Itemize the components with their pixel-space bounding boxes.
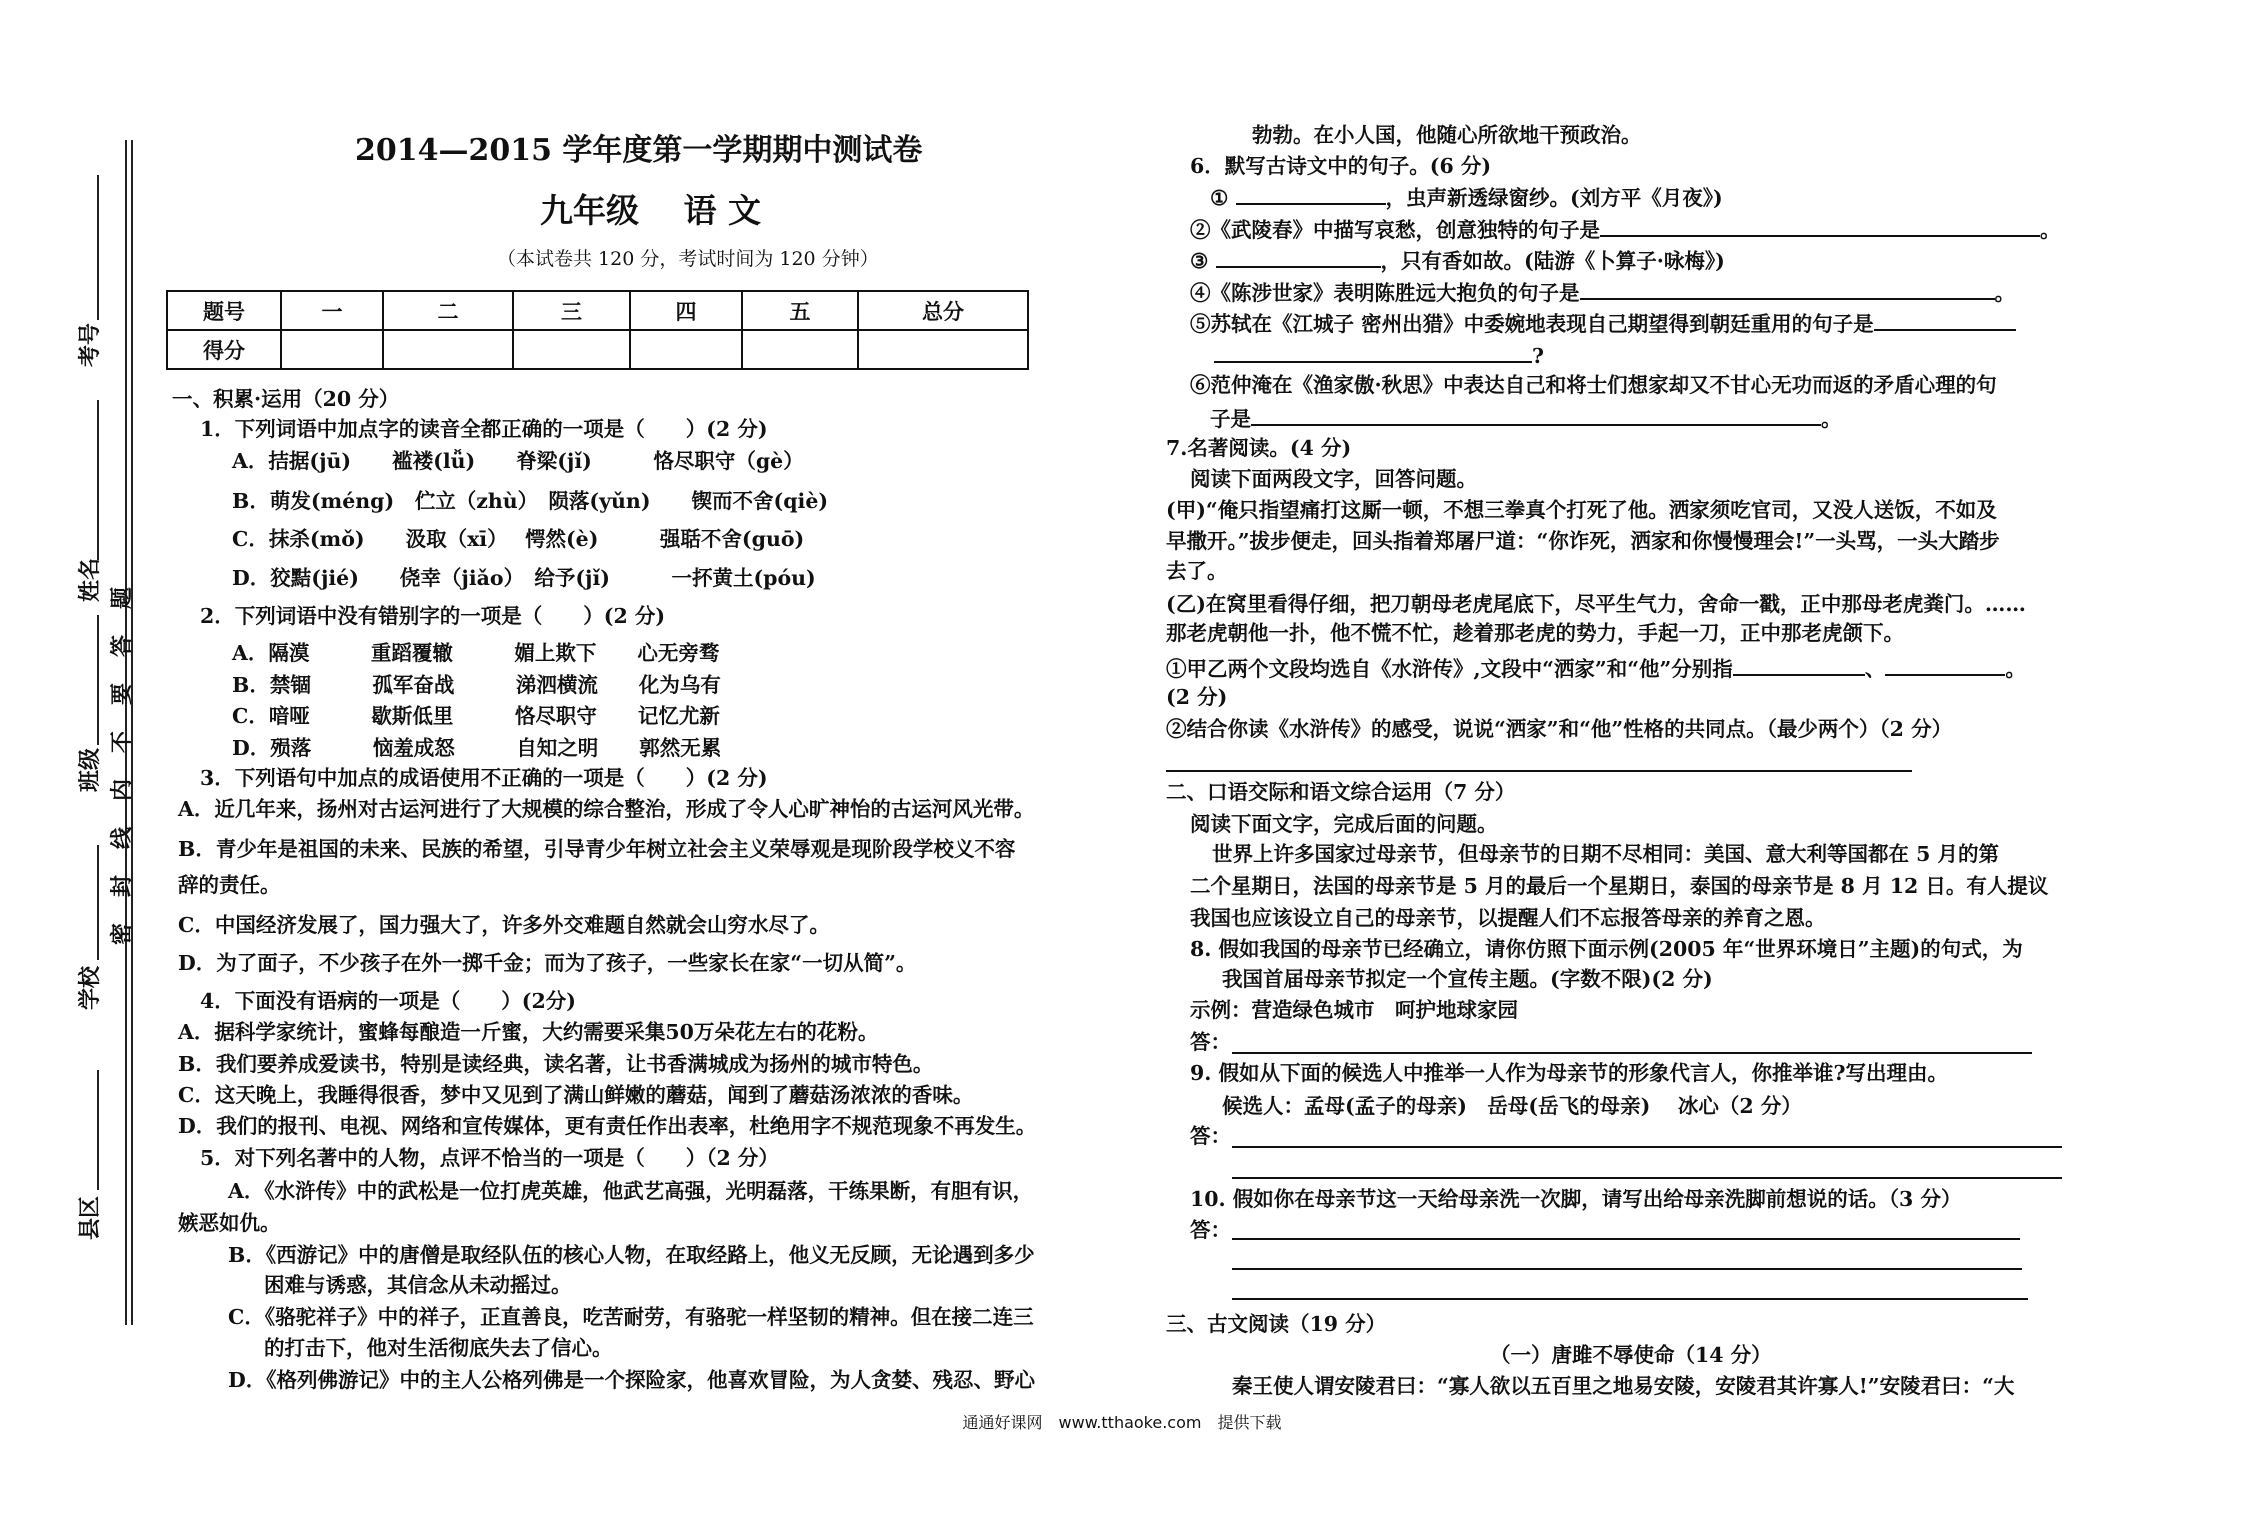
q4-option-d: D．我们的报刊、电视、网络和宣传媒体，更有责任作出表率，杜绝用字不规范现象不再发生。 [178,1114,1037,1138]
section-2-heading: 二、口语交际和语文综合运用（7 分） [1166,780,1516,804]
q5-option-b-cont: 困难与诱惑，其信念从未动摇过。 [264,1273,572,1297]
q7-sub-2: ②结合你读《水浒传》的感受，说说“洒家”和“他”性格的共同点。（最少两个）（2 分） [1166,717,1953,741]
answer-blank[interactable] [1251,404,1821,426]
score-header-row [167,291,1028,330]
q2-option-a: A．隔漠 重蹈覆辙 媚上欺下 心无旁骛 [232,641,720,665]
q10-answer-label: 答： [1190,1218,1231,1242]
answer-blank[interactable] [1214,341,1532,363]
score-row [167,330,1028,369]
q6-item-6-cont: 子是 。 [1210,404,1842,432]
answer-blank[interactable] [1874,309,2016,331]
section-1-heading: 一、积累·运用（20 分） [172,387,400,411]
score-header: 二 [383,291,513,330]
q5-option-a-cont: 嫉恶如仇。 [178,1211,281,1235]
answer-line[interactable] [1232,1052,2032,1054]
question-3: 3．下列语句中加点的成语使用不正确的一项是（ ）(2 分) [200,766,768,790]
q8-example: 示例：营造绿色城市 呵护地球家园 [1190,998,1518,1022]
question-5: 5．对下列名著中的人物，点评不恰当的一项是（ ）（2 分） [200,1146,779,1170]
passage-line: 我国也应该设立自己的母亲节，以提醒人们不忘报答母亲的养育之恩。 [1190,906,1826,930]
xuexiao-blank [97,845,99,960]
question-9: 9. 假如从下面的候选人中推举一人作为母亲节的形象代言人，你推举谁?写出理由。 [1190,1061,1949,1085]
q7-intro: 阅读下面两段文字，回答问题。 [1190,467,1477,491]
q7-passage-yi: (乙)在窝里看得仔细，把刀朝母老虎尾底下，尽平生气力，舍命一戳，正中那母老虎粪门。…… [1166,592,2026,616]
q5-option-a: A．《水浒传》中的武松是一位打虎英雄，他武艺高强，光明磊落，干练果断，有胆有识， [228,1179,1034,1203]
question-1: 1．下列词语中加点字的读音全都正确的一项是（ ）(2 分) [200,417,768,441]
q7-sub-1: ①甲乙两个文段均选自《水浒传》,文段中“洒家”和“他”分别指 、 。 [1166,654,2026,682]
score-header: 五 [742,291,858,330]
answer-blank[interactable] [1733,654,1865,676]
passage-line: 二个星期日，法国的母亲节是 5 月的最后一个星期日，泰国的母亲节是 8 月 12 日。有人提议 [1190,874,2049,898]
kaohao-blank [97,175,99,320]
seal-line-text: 密 封 线 内 不 要 答 题 [109,584,135,945]
q3-option-b: B．青少年是祖国的未来、民族的希望，引导青少年树立社会主义荣辱观是现阶段学校义不容 [178,837,1016,861]
q6-item-3: ③ ，只有香如故。(陆游《卜算子·咏梅》) [1190,246,1725,274]
score-cell[interactable] [742,330,858,369]
answer-blank[interactable] [1580,278,1995,300]
answer-line[interactable] [1232,1146,2062,1148]
q7-passage-jia: (甲)“俺只指望痛打这厮一顿，不想三拳真个打死了他。洒家须吃官司，又没人送饭，不如及 [1166,498,1997,522]
passage-line: 世界上许多国家过母亲节，但母亲节的日期不尽相同：美国、意大利等国都在 5 月的第 [1212,842,2000,866]
q7-passage-yi-2: 那老虎朝他一扑，他不慌不忙，趁着那老虎的势力，手起一刀，正中那老虎颌下。 [1166,621,1904,645]
score-cell[interactable] [858,330,1028,369]
section-3-heading: 三、古文阅读（19 分） [1166,1312,1387,1336]
xianqu-blank [97,1070,99,1190]
score-header: 一 [281,291,383,330]
q7-passage-jia-3: 去了。 [1166,559,1228,583]
question-4: 4．下面没有语病的一项是（ ）(2分) [200,989,576,1013]
q4-option-b: B．我们要养成爱读书，特别是读经典，读名著，让书香满城成为扬州的城市特色。 [178,1052,934,1076]
score-table [166,290,1029,370]
question-10: 10. 假如你在母亲节这一天给母亲洗一次脚，请写出给母亲洗脚前想说的话。（3 分） [1190,1187,1962,1211]
q5-option-d: D．《格列佛游记》中的主人公格列佛是一个探险家，他喜欢冒险，为人贪婪、残忍、野心 [228,1368,1036,1392]
answer-blank[interactable] [1236,183,1386,205]
q7-passage-jia-2: 早撒开。”拔步便走，回头指着郑屠尸道：“你诈死，洒家和你慢慢理会!”一头骂，一头大踏步 [1166,529,2000,553]
answer-line[interactable] [1232,1177,2062,1179]
q2-option-d: D．殒落 恼羞成怒 自知之明 郭然无累 [232,736,722,760]
q8-answer-label: 答： [1190,1030,1231,1054]
answer-line[interactable] [1166,770,1912,772]
section-2-intro: 阅读下面文字，完成后面的问题。 [1190,812,1498,836]
score-header: 题号 [167,291,281,330]
q9-answer-label: 答： [1190,1124,1231,1148]
q6-item-2: ②《武陵春》中描写哀愁，创意独特的句子是 。 [1190,215,2061,243]
label-banji: 班级 [77,747,103,792]
label-xingming: 姓名 [77,557,103,602]
score-row-label: 得分 [167,330,281,369]
q6-item-4: ④《陈涉世家》表明陈胜远大抱负的句子是 。 [1190,278,2015,306]
answer-blank[interactable] [1600,215,2040,237]
q6-item-5: ⑤苏轼在《江城子 密州出猎》中委婉地表现自己期望得到朝廷重用的句子是 [1190,309,2016,337]
score-cell[interactable] [383,330,513,369]
q3-option-b-cont: 辞的责任。 [178,873,281,897]
banji-blank [97,615,99,745]
classical-passage: 秦王使人谓安陵君曰：“寡人欲以五百里之地易安陵，安陵君其许寡人!”安陵君曰：“大 [1232,1374,2015,1398]
q1-option-d: D．狡黠(jié) 侥幸（jiǎo） 给予(jǐ) 一抔黄土(póu) [232,566,816,590]
exam-note: （本试卷共 120 分，考试时间为 120 分钟） [497,248,879,270]
q9-candidates: 候选人：孟母(孟子的母亲) 岳母(岳飞的母亲) 冰心（2 分） [1222,1094,1802,1118]
question-6: 6．默写古诗文中的句子。(6 分) [1190,154,1492,178]
q3-option-a: A．近几年来，扬州对古运河进行了大规模的综合整治，形成了令人心旷神怡的古运河风光带。 [178,797,1035,821]
q5-option-c: C．《骆驼祥子》中的祥子，正直善良，吃苦耐劳，有骆驼一样坚韧的精神。但在接二连三 [228,1305,1034,1329]
score-header: 四 [630,291,742,330]
exam-subject: 九年级 语 文 [540,191,761,230]
xingming-blank [97,400,99,560]
q6-item-5-cont: ? [1214,341,1544,369]
answer-line[interactable] [1232,1298,2028,1300]
q6-item-6: ⑥范仲淹在《渔家傲·秋思》中表达自己和将士们想家却又不甘心无功而返的矛盾心理的句 [1190,373,1997,397]
answer-blank[interactable] [1216,246,1381,268]
score-header: 三 [513,291,630,330]
q5-option-c-cont: 的打击下，他对生活彻底失去了信心。 [264,1336,613,1360]
q2-option-c: C．喑哑 歇斯低里 恪尽职守 记忆尤新 [232,704,720,728]
q3-option-d: D．为了面子，不少孩子在外一掷千金；而为了孩子，一些家长在家“一切从简”。 [178,951,917,975]
score-cell[interactable] [630,330,742,369]
page-footer: 通通好课网 www.tthaoke.com 提供下载 [962,1413,1282,1432]
q5-option-d-cont: 勃勃。在小人国，他随心所欲地干预政治。 [1252,123,1642,147]
score-header: 总分 [858,291,1028,330]
score-cell[interactable] [281,330,383,369]
label-xuexiao: 学校 [77,965,103,1010]
question-2: 2．下列词语中没有错别字的一项是（ ）(2 分) [200,604,666,628]
q1-option-c: C．抹杀(mǒ) 汲取（xī） 愕然(è) 强聒不舍(guō) [232,527,805,551]
answer-blank[interactable] [1885,654,2005,676]
q5-option-b: B．《西游记》中的唐僧是取经队伍的核心人物，在取经路上，他义无反顾，无论遇到多少 [228,1243,1035,1267]
q1-option-a: A．拮据(jū) 褴褛(lǚ) 脊梁(jǐ) 恪尽职守（gè） [232,449,804,473]
q4-option-c: C．这天晚上，我睡得很香，梦中又见到了满山鲜嫩的蘑菇，闻到了蘑菇汤浓浓的香味。 [178,1083,974,1107]
question-7: 7.名著阅读。(4 分) [1166,436,1352,460]
q6-item-1: ① ，虫声新透绿窗纱。(刘方平《月夜》) [1210,183,1723,211]
question-8-cont: 我国首届母亲节拟定一个宣传主题。(字数不限)(2 分) [1222,967,1713,991]
q4-option-a: A．据科学家统计，蜜蜂每酿造一斤蜜，大约需要采集50万朵花左右的花粉。 [178,1020,879,1044]
section-3-subheading: （一）唐雎不辱使命（14 分） [1490,1343,1772,1367]
label-xianqu: 县区 [77,1195,103,1240]
q2-option-b: B．禁锢 孤军奋战 涕泗横流 化为乌有 [232,673,721,697]
q3-option-c: C．中国经济发展了，国力强大了，许多外交难题自然就会山穷水尽了。 [178,913,830,937]
label-kaohao: 考号 [77,322,103,367]
answer-line[interactable] [1232,1238,2020,1240]
exam-title: 2014—2015 学年度第一学期期中测试卷 [355,133,923,168]
answer-line[interactable] [1232,1268,2022,1270]
score-cell[interactable] [513,330,630,369]
question-8: 8. 假如我国的母亲节已经确立，请你仿照下面示例(2005 年“世界环境日”主题)的句式，为 [1190,937,2023,961]
q1-option-b: B．萌发(méng) 伫立（zhù） 陨落(yǔn) 锲而不舍(qiè) [232,489,829,513]
q7-sub-1-points: (2 分) [1166,685,1228,709]
